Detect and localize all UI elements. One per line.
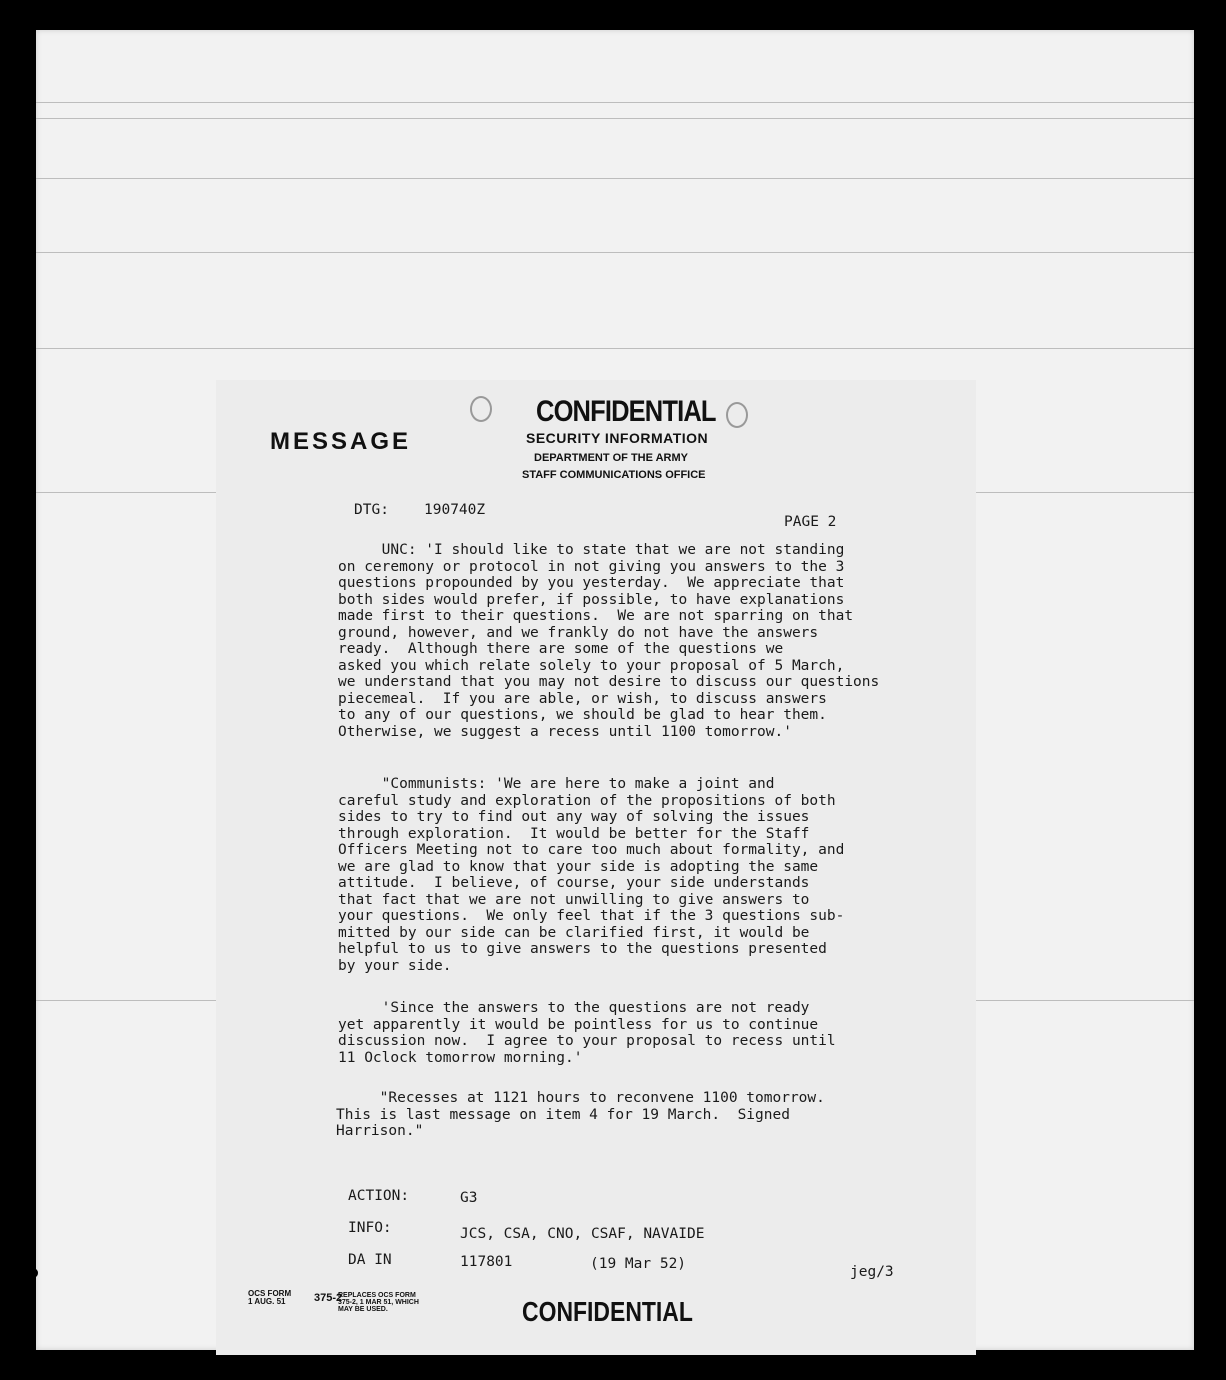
info-value: JCS, CSA, CNO, CSAF, NAVAIDE: [460, 1226, 705, 1242]
paragraph-recess: 'Since the answers to the questions are not ready yet apparently it would be pointless for us to continue discussion now. I agree to your proposal to recess until 11 Oclock tomorrow morning.': [338, 1000, 836, 1066]
scan-line: [36, 178, 1194, 179]
typist-initials: jeg/3: [850, 1264, 894, 1280]
punch-mark: [28, 1268, 38, 1278]
da-in-label: DA IN: [348, 1252, 392, 1268]
action-value: G3: [460, 1190, 478, 1206]
da-in-value: 117801: [460, 1254, 513, 1270]
paragraph-unc: UNC: 'I should like to state that we are not standing on ceremony or protocol in not giving you answers to the 3 questions propounded by you yesterday. We appreciate that both sides would prefer, if possible, to have explanations made first to their questions. We are not sparring on that ground, however, and we frankly do not have the answers ready. Although there are some of the questions we asked you which relate solely to your proposal of 5 March, we understand that you may not desire to discuss our questions piecemeal. If you are able, or wish, to discuss answers to any of our questions, we should be glad to hear them. Otherwise, we suggest a recess until 1100 tomorrow.': [338, 542, 880, 740]
department: DEPARTMENT OF THE ARMY: [534, 452, 688, 464]
punch-hole: [726, 402, 748, 428]
paragraph-signed: "Recesses at 1121 hours to reconvene 1100 tomorrow. This is last message on item 4 for 19 March. Signed Harrison.": [336, 1090, 825, 1139]
scan-line: [36, 118, 1194, 119]
info-label: INFO:: [348, 1220, 392, 1236]
classification-header: CONFIDENTIAL: [536, 395, 716, 428]
da-in-date: (19 Mar 52): [590, 1256, 687, 1272]
action-label: ACTION:: [348, 1188, 410, 1204]
page-number: PAGE 2: [784, 514, 837, 530]
office: STAFF COMMUNICATIONS OFFICE: [522, 469, 706, 481]
dtg-label: DTG:: [354, 502, 389, 518]
paragraph-communists: "Communists: 'We are here to make a joint and careful study and exploration of the propositions of both sides to try to find out any way of solving the issues through exploration. It would be better for the Staff Officers Meeting not to care too much about formality, and we are glad to know that your side is adopting the same attitude. I believe, of course, your side understands that fact that we are not unwilling to give answers to your questions. We only feel that if the 3 questions sub- mitted by our side can be clarified first, it would be helpful to us to give answers to the questions presented by your side.: [338, 776, 845, 974]
scan-line: [36, 102, 1194, 103]
form-id: OCS FORM 1 AUG. 51: [248, 1289, 292, 1306]
punch-hole: [470, 396, 492, 422]
message-label: MESSAGE: [270, 428, 412, 455]
form-number: 375-2: [314, 1292, 343, 1304]
document-sheet: [36, 30, 1194, 1350]
form-replaces: REPLACES OCS FORM 375-2, 1 MAR 51, WHICH MAY BE USED.: [338, 1292, 419, 1313]
dtg-value: 190740Z: [424, 502, 486, 518]
classification-footer: CONFIDENTIAL: [522, 1296, 693, 1327]
security-information: SECURITY INFORMATION: [526, 430, 709, 446]
scan-line: [36, 348, 1194, 349]
scan-line: [36, 252, 1194, 253]
